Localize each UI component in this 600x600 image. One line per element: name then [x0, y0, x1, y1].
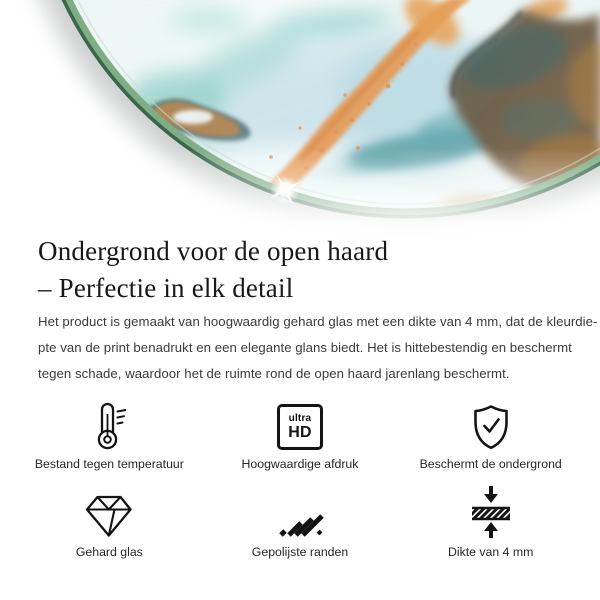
feature-print-quality	[205, 398, 396, 472]
feature-label: Hoogwaardige afdruk	[241, 457, 359, 471]
shield-check-icon	[471, 398, 511, 450]
glass-panel-art	[0, 0, 600, 255]
feature-label: Gehard glas	[75, 545, 143, 559]
description-line: Het product is gemaakt van hoogwaardig gehard glas met een dikte van 4 mm, dat de kleurdie-	[38, 314, 598, 329]
feature-tempered-glass	[14, 486, 205, 560]
page-title	[38, 233, 388, 307]
feature-label: Bestand tegen temperatuur	[34, 457, 184, 471]
description-line: tegen schade, waardoor het de ruimte rond de open haard jarenlang beschermt.	[38, 366, 510, 381]
ultra-hd-badge	[277, 404, 323, 450]
ultra-hd-badge-top: ultra	[288, 412, 312, 424]
features-grid	[0, 398, 600, 560]
temperature-icon	[92, 398, 126, 450]
feature-temperature	[14, 398, 205, 472]
ultra-hd-badge-bottom: HD	[288, 423, 312, 441]
diamond-icon	[83, 486, 135, 538]
feature-label: Gepolijste randen	[251, 545, 349, 559]
product-image	[0, 0, 600, 255]
feature-thickness	[395, 486, 586, 560]
feature-label: Dikte van 4 mm	[447, 545, 534, 559]
feature-protection	[395, 398, 586, 472]
feature-polished-edges	[205, 486, 396, 560]
feature-label: Beschermt de ondergrond	[419, 457, 562, 471]
product-description	[38, 309, 597, 387]
polished-edges-icon	[276, 486, 324, 538]
page-title-line1: Ondergrond voor de open haard	[38, 236, 389, 266]
ultra-hd-icon	[277, 398, 323, 450]
thickness-icon	[469, 486, 513, 538]
page-title-line2: – Perfectie in elk detail	[38, 273, 294, 303]
description-line: pte van de print benadrukt en een elegante glans biedt. Het is hittebestendig en beschermt	[38, 340, 572, 355]
